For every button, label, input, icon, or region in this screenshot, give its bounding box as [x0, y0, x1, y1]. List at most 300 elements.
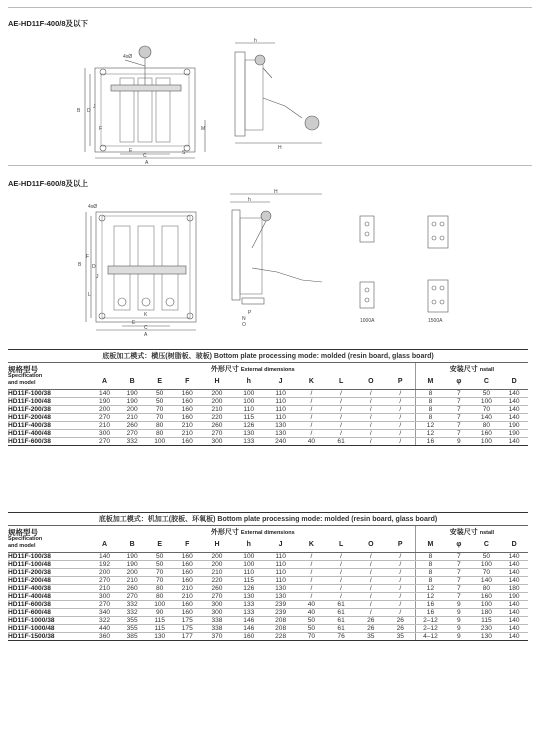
column-header: A: [91, 537, 119, 553]
value-cell: 130: [265, 593, 297, 601]
label-N-2: N: [242, 316, 246, 322]
value-cell: 7: [445, 398, 473, 406]
value-cell: /: [386, 585, 416, 593]
value-cell: 26: [356, 617, 386, 625]
value-cell: 80: [146, 430, 174, 438]
spec-table-machined: [8, 512, 528, 641]
value-cell: /: [356, 398, 386, 406]
value-cell: 260: [201, 585, 233, 593]
value-cell: /: [356, 601, 386, 609]
value-cell: 110: [265, 398, 297, 406]
model-cell: HD11F-400/48: [8, 593, 91, 601]
value-cell: 7: [445, 593, 473, 601]
section-title-2: AE-HD11F-600/8及以上: [8, 179, 89, 188]
value-cell: /: [356, 577, 386, 585]
value-cell: 190: [500, 430, 528, 438]
value-cell: 210: [173, 585, 201, 593]
value-cell: 300: [91, 430, 119, 438]
column-header: h: [233, 537, 265, 553]
value-cell: 260: [118, 422, 146, 430]
label-J-2: J: [96, 274, 99, 280]
value-cell: 100: [473, 601, 501, 609]
table-row: [8, 617, 528, 625]
value-cell: 61: [326, 617, 356, 625]
external-dimensions-header: 外形尺寸 External dimensions: [210, 528, 295, 536]
value-cell: 210: [201, 406, 233, 414]
value-cell: 239: [265, 609, 297, 617]
label-E: E: [129, 148, 133, 154]
value-cell: /: [386, 569, 416, 577]
value-cell: 61: [326, 438, 356, 446]
value-cell: 200: [118, 406, 146, 414]
value-cell: 140: [91, 390, 119, 398]
value-cell: 160: [173, 414, 201, 422]
value-cell: /: [386, 430, 416, 438]
value-cell: 100: [233, 398, 265, 406]
label-P-2: P: [248, 310, 252, 316]
label-J: J: [93, 104, 96, 110]
column-header: J: [265, 374, 297, 390]
value-cell: 210: [173, 593, 201, 601]
value-cell: 208: [265, 625, 297, 633]
model-cell: HD11F-200/38: [8, 406, 91, 414]
table-row: [8, 625, 528, 633]
front-view-drawing-1: [65, 30, 220, 166]
column-header: H: [201, 537, 233, 553]
value-cell: 130: [265, 430, 297, 438]
column-header: O: [356, 537, 386, 553]
value-cell: 12: [415, 422, 445, 430]
value-cell: 8: [415, 561, 445, 569]
value-cell: 130: [233, 593, 265, 601]
value-cell: /: [297, 406, 327, 414]
value-cell: /: [297, 414, 327, 422]
value-cell: 190: [500, 593, 528, 601]
value-cell: 160: [173, 438, 201, 446]
value-cell: /: [386, 398, 416, 406]
value-cell: 12: [415, 430, 445, 438]
value-cell: 50: [146, 390, 174, 398]
value-cell: 16: [415, 609, 445, 617]
model-cell: HD11F-1000/38: [8, 617, 91, 625]
value-cell: 160: [173, 569, 201, 577]
value-cell: 8: [415, 390, 445, 398]
value-cell: 270: [91, 577, 119, 585]
column-header: φ: [445, 537, 473, 553]
value-cell: 70: [297, 633, 327, 641]
value-cell: 80: [146, 593, 174, 601]
value-cell: 210: [118, 414, 146, 422]
value-cell: 180: [473, 609, 501, 617]
value-cell: 16: [415, 601, 445, 609]
value-cell: 355: [118, 625, 146, 633]
value-cell: /: [356, 390, 386, 398]
value-cell: 190: [118, 398, 146, 406]
column-header: F: [173, 537, 201, 553]
value-cell: 126: [233, 585, 265, 593]
value-cell: /: [386, 577, 416, 585]
label-D-2: D: [92, 264, 96, 270]
value-cell: 160: [173, 390, 201, 398]
section-divider: [8, 165, 532, 166]
label-F-2: F: [86, 254, 90, 260]
section-title-1: AE-HD11F-400/8及以下: [8, 19, 89, 28]
column-header: B: [118, 374, 146, 390]
value-cell: 332: [118, 609, 146, 617]
value-cell: 2–12: [415, 625, 445, 633]
value-cell: 12: [415, 585, 445, 593]
value-cell: 175: [173, 625, 201, 633]
value-cell: 40: [297, 609, 327, 617]
value-cell: 50: [473, 390, 501, 398]
label-1500a: 1500A: [428, 318, 443, 324]
value-cell: 126: [233, 422, 265, 430]
value-cell: 50: [146, 561, 174, 569]
column-header: h: [233, 374, 265, 390]
value-cell: 8: [415, 569, 445, 577]
label-1000a: 1000A: [360, 318, 375, 324]
value-cell: 332: [118, 601, 146, 609]
table-row: [8, 593, 528, 601]
column-header: M: [415, 374, 445, 390]
model-header: 规格型号 Specification and model: [8, 363, 91, 390]
value-cell: 7: [445, 577, 473, 585]
value-cell: /: [356, 414, 386, 422]
value-cell: 50: [146, 553, 174, 561]
value-cell: 7: [445, 422, 473, 430]
value-cell: 80: [146, 422, 174, 430]
table-row: [8, 430, 528, 438]
value-cell: 322: [91, 617, 119, 625]
value-cell: /: [386, 414, 416, 422]
model-cell: HD11F-100/48: [8, 398, 91, 406]
value-cell: 200: [201, 398, 233, 406]
value-cell: 9: [445, 617, 473, 625]
value-cell: /: [356, 585, 386, 593]
value-cell: 9: [445, 625, 473, 633]
model-cell: HD11F-100/38: [8, 390, 91, 398]
value-cell: 370: [201, 633, 233, 641]
column-header: E: [146, 374, 174, 390]
value-cell: 7: [445, 430, 473, 438]
column-header: C: [473, 374, 501, 390]
value-cell: 140: [500, 617, 528, 625]
value-cell: 8: [415, 398, 445, 406]
value-cell: 130: [265, 422, 297, 430]
value-cell: 140: [500, 553, 528, 561]
label-A: A: [145, 160, 149, 166]
value-cell: 140: [500, 601, 528, 609]
value-cell: /: [326, 414, 356, 422]
front-view-drawing-2: [68, 196, 218, 336]
value-cell: 130: [265, 585, 297, 593]
value-cell: 70: [473, 569, 501, 577]
value-cell: 80: [473, 422, 501, 430]
label-C: C: [143, 153, 147, 159]
column-header: D: [500, 537, 528, 553]
value-cell: 115: [233, 414, 265, 422]
spec-table-molded: [8, 349, 528, 446]
value-cell: 190: [500, 422, 528, 430]
value-cell: /: [386, 593, 416, 601]
value-cell: /: [326, 398, 356, 406]
column-header: P: [386, 374, 416, 390]
value-cell: 190: [118, 561, 146, 569]
value-cell: 76: [326, 633, 356, 641]
model-cell: HD11F-1500/38: [8, 633, 91, 641]
column-header: B: [118, 537, 146, 553]
value-cell: 133: [233, 601, 265, 609]
value-cell: 140: [500, 633, 528, 641]
value-cell: 177: [173, 633, 201, 641]
value-cell: 200: [201, 390, 233, 398]
value-cell: 190: [91, 398, 119, 406]
value-cell: 140: [500, 577, 528, 585]
value-cell: 133: [233, 609, 265, 617]
value-cell: 4–12: [415, 633, 445, 641]
label-A-2: A: [144, 332, 148, 338]
table-row: [8, 601, 528, 609]
value-cell: 200: [91, 569, 119, 577]
label-K-2: K: [144, 312, 148, 318]
value-cell: 220: [201, 414, 233, 422]
value-cell: 8: [415, 553, 445, 561]
value-cell: 40: [297, 438, 327, 446]
value-cell: /: [356, 406, 386, 414]
value-cell: /: [297, 390, 327, 398]
table-row: [8, 569, 528, 577]
value-cell: 7: [445, 585, 473, 593]
value-cell: /: [326, 585, 356, 593]
label-h-2: h: [248, 197, 251, 203]
table-row: [8, 414, 528, 422]
column-header: L: [326, 374, 356, 390]
value-cell: 35: [386, 633, 416, 641]
value-cell: 210: [118, 577, 146, 585]
column-header: M: [415, 537, 445, 553]
value-cell: /: [386, 601, 416, 609]
value-cell: /: [356, 553, 386, 561]
value-cell: 130: [233, 430, 265, 438]
column-header: D: [500, 374, 528, 390]
value-cell: 140: [500, 390, 528, 398]
value-cell: 440: [91, 625, 119, 633]
value-cell: 7: [445, 569, 473, 577]
value-cell: 355: [118, 617, 146, 625]
label-4x-phi-2: 4xØ: [88, 204, 98, 210]
label-B-2: B: [78, 262, 82, 268]
value-cell: 160: [473, 430, 501, 438]
value-cell: 70: [146, 577, 174, 585]
value-cell: /: [297, 577, 327, 585]
value-cell: /: [326, 422, 356, 430]
value-cell: 146: [233, 625, 265, 633]
value-cell: 338: [201, 617, 233, 625]
value-cell: 385: [118, 633, 146, 641]
value-cell: 140: [500, 406, 528, 414]
value-cell: /: [356, 569, 386, 577]
table-caption: 底板加工模式：横压(树脂板、玻板) Bottom plate processing mode: molded (resin board, glass board): [8, 350, 528, 363]
label-C-2: C: [144, 325, 148, 331]
label-S: S: [182, 150, 186, 156]
value-cell: 210: [91, 422, 119, 430]
label-h: h: [254, 38, 257, 44]
value-cell: 130: [473, 633, 501, 641]
value-cell: 190: [118, 553, 146, 561]
value-cell: 61: [326, 601, 356, 609]
value-cell: 175: [173, 617, 201, 625]
value-cell: 9: [445, 609, 473, 617]
model-cell: HD11F-100/48: [8, 561, 91, 569]
value-cell: 7: [445, 553, 473, 561]
model-cell: HD11F-1000/48: [8, 625, 91, 633]
value-cell: /: [326, 406, 356, 414]
value-cell: 140: [500, 561, 528, 569]
value-cell: 110: [265, 553, 297, 561]
value-cell: /: [297, 422, 327, 430]
value-cell: 260: [201, 422, 233, 430]
model-cell: HD11F-400/38: [8, 585, 91, 593]
value-cell: /: [356, 438, 386, 446]
model-cell: HD11F-200/48: [8, 414, 91, 422]
label-F: F: [99, 126, 103, 132]
value-cell: 110: [265, 569, 297, 577]
external-dimensions-header: 外形尺寸 External dimensions: [210, 365, 295, 373]
value-cell: 200: [118, 569, 146, 577]
value-cell: 9: [445, 438, 473, 446]
value-cell: 115: [146, 617, 174, 625]
value-cell: 192: [91, 561, 119, 569]
value-cell: /: [326, 593, 356, 601]
value-cell: 360: [91, 633, 119, 641]
value-cell: /: [326, 569, 356, 577]
value-cell: 140: [500, 569, 528, 577]
value-cell: 140: [500, 398, 528, 406]
column-header: F: [173, 374, 201, 390]
value-cell: /: [386, 609, 416, 617]
value-cell: /: [356, 593, 386, 601]
value-cell: 26: [356, 625, 386, 633]
value-cell: 210: [173, 430, 201, 438]
value-cell: 7: [445, 390, 473, 398]
value-cell: 140: [473, 577, 501, 585]
value-cell: 130: [146, 633, 174, 641]
value-cell: 300: [201, 438, 233, 446]
side-view-drawing-2: [222, 188, 332, 328]
value-cell: 26: [386, 617, 416, 625]
value-cell: /: [326, 553, 356, 561]
table-row: [8, 422, 528, 430]
value-cell: 240: [265, 438, 297, 446]
table-row: [8, 577, 528, 585]
value-cell: 200: [201, 561, 233, 569]
value-cell: /: [297, 561, 327, 569]
column-header: A: [91, 374, 119, 390]
label-D: D: [87, 108, 91, 114]
value-cell: 160: [173, 609, 201, 617]
value-cell: 70: [146, 406, 174, 414]
value-cell: 210: [201, 569, 233, 577]
value-cell: 8: [415, 406, 445, 414]
value-cell: 7: [445, 561, 473, 569]
label-H-2: H: [274, 189, 278, 195]
value-cell: 100: [473, 398, 501, 406]
value-cell: 140: [500, 625, 528, 633]
value-cell: 50: [473, 553, 501, 561]
value-cell: 50: [146, 398, 174, 406]
value-cell: 100: [233, 561, 265, 569]
value-cell: 140: [500, 414, 528, 422]
value-cell: 12: [415, 593, 445, 601]
install-dimensions-header: 安装尺寸 nstall: [415, 363, 528, 375]
value-cell: 140: [91, 553, 119, 561]
value-cell: 332: [118, 438, 146, 446]
value-cell: 50: [297, 617, 327, 625]
value-cell: 270: [118, 593, 146, 601]
terminal-detail-1000a: [348, 210, 388, 326]
value-cell: 270: [118, 430, 146, 438]
model-header: 规格型号 Specification and model: [8, 526, 91, 553]
value-cell: /: [356, 422, 386, 430]
value-cell: 70: [146, 414, 174, 422]
value-cell: 160: [173, 561, 201, 569]
table-row: [8, 633, 528, 641]
value-cell: 2–12: [415, 617, 445, 625]
value-cell: 300: [201, 609, 233, 617]
value-cell: /: [326, 561, 356, 569]
install-dimensions-header: 安装尺寸 nstall: [415, 526, 528, 538]
value-cell: 50: [297, 625, 327, 633]
value-cell: 90: [146, 609, 174, 617]
column-header: O: [356, 374, 386, 390]
value-cell: /: [297, 553, 327, 561]
value-cell: 270: [201, 430, 233, 438]
value-cell: 239: [265, 601, 297, 609]
value-cell: 110: [233, 406, 265, 414]
value-cell: 140: [500, 438, 528, 446]
value-cell: 228: [265, 633, 297, 641]
model-cell: HD11F-400/48: [8, 430, 91, 438]
value-cell: 61: [326, 625, 356, 633]
value-cell: 140: [473, 414, 501, 422]
label-B: B: [77, 108, 81, 114]
value-cell: /: [297, 585, 327, 593]
value-cell: 220: [201, 577, 233, 585]
value-cell: 160: [173, 577, 201, 585]
value-cell: /: [297, 398, 327, 406]
value-cell: 115: [233, 577, 265, 585]
table-row: [8, 438, 528, 446]
model-cell: HD11F-200/38: [8, 569, 91, 577]
value-cell: 8: [415, 577, 445, 585]
value-cell: /: [356, 609, 386, 617]
column-header: K: [297, 374, 327, 390]
value-cell: 270: [201, 593, 233, 601]
label-L-2: L: [88, 292, 91, 298]
value-cell: 115: [146, 625, 174, 633]
model-cell: HD11F-400/38: [8, 422, 91, 430]
model-cell: HD11F-100/38: [8, 553, 91, 561]
value-cell: 200: [201, 553, 233, 561]
value-cell: 230: [473, 625, 501, 633]
value-cell: 180: [500, 585, 528, 593]
column-header: C: [473, 537, 501, 553]
column-header: φ: [445, 374, 473, 390]
value-cell: 270: [91, 601, 119, 609]
value-cell: 140: [500, 609, 528, 617]
label-H: H: [278, 145, 282, 151]
table-row: [8, 585, 528, 593]
